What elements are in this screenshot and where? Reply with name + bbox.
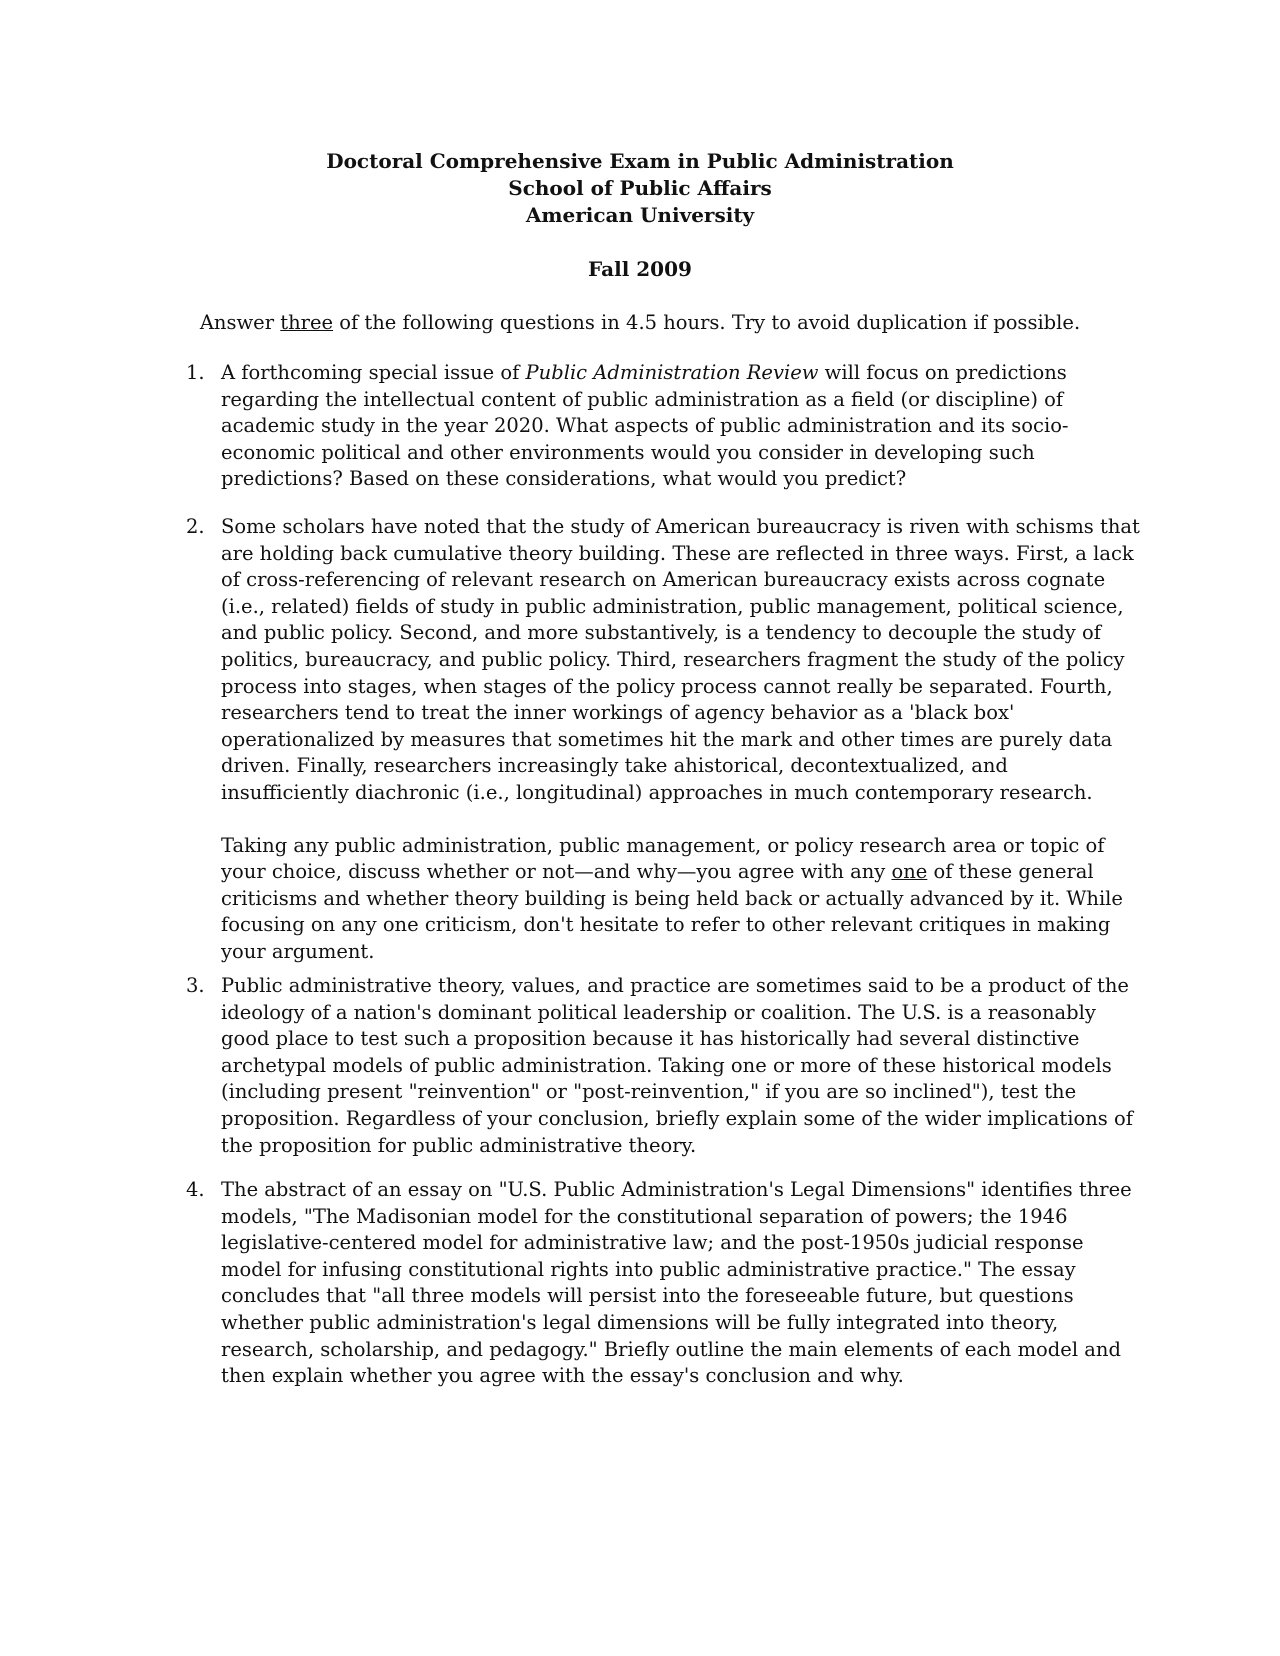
question-line: and public policy. Second, and more substantively, is a tendency to decouple the study of [221,621,1101,645]
question-line: are holding back cumulative theory building. These are reflected in three ways. First, a lack [221,541,1134,565]
line-text: your choice, discuss whether or not—and why—you agree with any [221,860,892,884]
question-line: models, "The Madisonian model for the constitutional separation of powers; the 1946 [221,1204,1068,1228]
question-line: Public administrative theory, values, and practice are sometimes said to be a product of the [221,974,1129,997]
question-line: research, scholarship, and pedagogy." Briefly outline the main elements of each model and [221,1337,1121,1361]
question-line: focusing on any one criticism, don't hesitate to refer to other relevant critiques in making [221,913,1111,937]
instructions-emph: three [280,311,334,334]
question-line: (including present "reinvention" or "post-reinvention," if you are so inclined"), test the [221,1080,1077,1104]
question-line: operationalized by measures that sometimes hit the mark and other times are purely data [221,727,1113,751]
question-line: concludes that "all three models will persist into the foreseeable future, but questions [221,1284,1074,1308]
university-name: American University [525,203,755,227]
document-header [0,148,1280,229]
question-number: 4. [186,1178,205,1201]
question-line: driven. Finally, researchers increasingly take ahistorical, decontextualized, and [221,754,1008,778]
question-line: the proposition for public administrative theory. [221,1133,697,1157]
question-line [221,859,1136,886]
question-line: criticisms and whether theory building is being held back or actually advanced by it. While [221,886,1123,910]
line-text: A forthcoming special issue of [221,361,526,384]
question-body [221,514,1140,966]
question-line [221,360,1136,387]
question-line: regarding the intellectual content of public administration as a field (or discipline) of [221,387,1064,411]
question-line: academic study in the year 2020. What aspects of public administration and its socio- [221,414,1069,438]
question-line: (i.e., related) fields of study in public administration, public management, political science, [221,594,1124,618]
question-body [221,973,1136,1159]
line-text: of these general [927,860,1094,884]
exam-title: Doctoral Comprehensive Exam in Public Administration [326,149,954,173]
emphasis-one: one [891,860,928,884]
question-line: model for infusing constitutional rights into public administrative practice." The essay [221,1257,1076,1281]
instructions-post: of the following questions in 4.5 hours. Try to avoid duplication if possible. [333,311,1081,334]
question-line: proposition. Regardless of your conclusion, briefly explain some of the wider implications of [221,1106,1133,1130]
question-line: predictions? Based on these considerations, what would you predict? [221,467,907,491]
question-line: insufficiently diachronic (i.e., longitudinal) approaches in much contemporary research. [221,780,1093,804]
question-number: 2. [186,515,205,538]
question-line: ideology of a nation's dominant political leadership or coalition. The U.S. is a reasonably [221,1000,1096,1024]
question-body [221,360,1136,493]
question-line: Taking any public administration, public management, or policy research area or topic of [221,833,1105,857]
question-line: politics, bureaucracy, and public policy. Third, researchers fragment the study of the policy [221,647,1125,671]
question-number: 3. [186,974,205,997]
question-number: 1. [186,361,205,384]
instructions-pre: Answer [199,311,281,334]
question-line: your argument. [221,939,375,963]
question-line: researchers tend to treat the inner workings of agency behavior as a 'black box' [221,701,1015,725]
question-line: good place to test such a proposition because it has historically had several distinctive [221,1027,1080,1051]
question-line: whether public administration's legal dimensions will be fully integrated into theory, [221,1310,1059,1334]
question-body [221,1177,1136,1390]
instructions [0,309,1280,336]
school-name: School of Public Affairs [508,176,772,200]
question-line: of cross-referencing of relevant research on American bureaucracy exists across cognate [221,568,1106,592]
line-text: will focus on predictions [818,361,1067,384]
journal-title: Public Administration Review [525,361,819,384]
question-line: archetypal models of public administration. Taking one or more of these historical models [221,1053,1112,1077]
question-line: The abstract of an essay on "U.S. Public Administration's Legal Dimensions" identifies three [221,1178,1132,1201]
question-line: legislative-centered model for administrative law; and the post-1950s judicial response [221,1231,1084,1255]
exam-term: Fall 2009 [588,257,692,281]
question-line: Some scholars have noted that the study of American bureaucracy is riven with schisms that [221,515,1140,538]
question-line: process into stages, when stages of the policy process cannot really be separated. Fourth, [221,674,1113,698]
question-line: then explain whether you agree with the essay's conclusion and why. [221,1364,904,1388]
question-line: economic political and other environments would you consider in developing such [221,440,1035,464]
